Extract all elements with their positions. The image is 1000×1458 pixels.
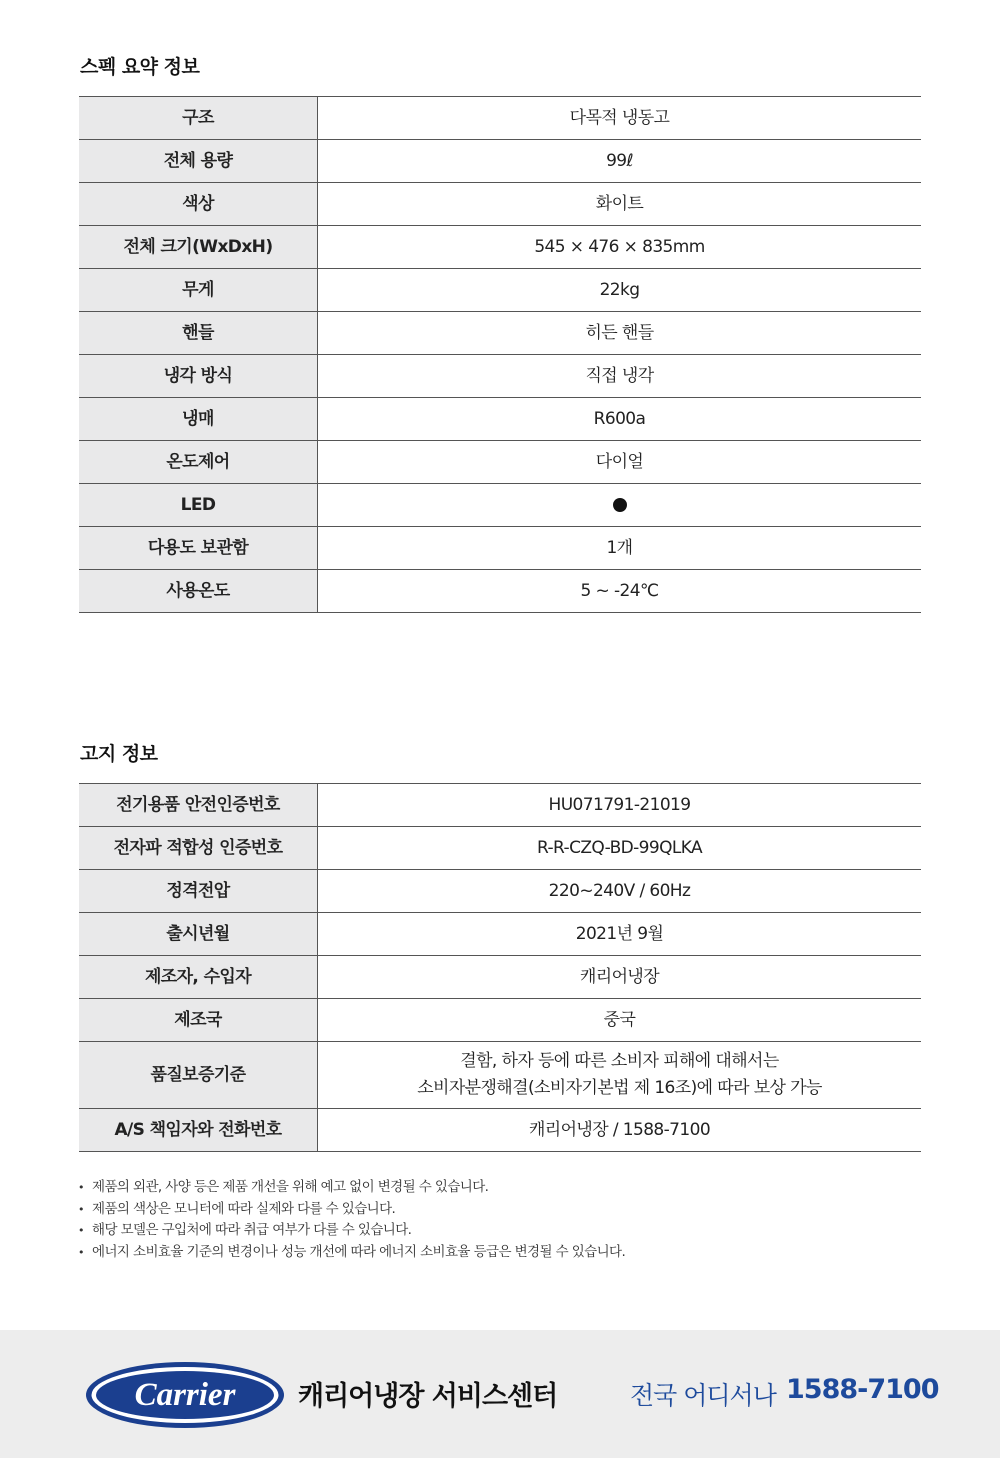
spec-label: 핸들 <box>79 312 318 355</box>
table-row <box>79 999 921 1042</box>
notice-value <box>318 1042 922 1109</box>
table-row <box>79 1109 921 1152</box>
notice-label: 출시년월 <box>79 913 318 956</box>
table-row <box>79 97 921 140</box>
notice-label: A/S 책임자와 전화번호 <box>79 1109 318 1152</box>
spec-label: 냉각 방식 <box>79 355 318 398</box>
list-item <box>78 1199 625 1221</box>
table-row <box>79 956 921 999</box>
table-row <box>79 570 921 613</box>
table-row <box>79 355 921 398</box>
logo-text: Carrier <box>134 1377 236 1413</box>
spec-table <box>79 96 921 613</box>
table-row <box>79 269 921 312</box>
spec-value: 히든 핸들 <box>318 312 922 355</box>
spec-label: 사용온도 <box>79 570 318 613</box>
spec-value: 1개 <box>318 527 922 570</box>
bullet-icon: • <box>78 1181 84 1194</box>
note-text: 해당 모델은 구입처에 따라 취급 여부가 다를 수 있습니다. <box>92 1222 412 1238</box>
service-center-footer <box>0 1330 1000 1458</box>
notice-value: 중국 <box>318 999 922 1042</box>
list-item <box>78 1220 625 1242</box>
carrier-logo <box>84 1360 286 1430</box>
spec-section-title: 스펙 요약 정보 <box>80 56 200 78</box>
notice-value: 2021년 9월 <box>318 913 922 956</box>
spec-value: 5 ~ -24℃ <box>318 570 922 613</box>
spec-label: 색상 <box>79 183 318 226</box>
list-item <box>78 1177 625 1199</box>
spec-value: 화이트 <box>318 183 922 226</box>
note-text: 에너지 소비효율 기준의 변경이나 성능 개선에 따라 에너지 소비효율 등급은 변경될 수 있습니다. <box>92 1243 626 1260</box>
table-row <box>79 140 921 183</box>
note-text: 제품의 색상은 모니터에 따라 실제와 다를 수 있습니다. <box>92 1200 396 1217</box>
spec-label: 다용도 보관함 <box>79 527 318 570</box>
bullet-icon: • <box>78 1224 84 1237</box>
service-center-name: 캐리어냉장 서비스센터 <box>298 1381 558 1412</box>
table-row <box>79 484 921 527</box>
notice-value: 캐리어냉장 / 1588-7100 <box>318 1109 922 1152</box>
spec-value: 다목적 냉동고 <box>569 107 670 128</box>
led-indicator-cell <box>318 484 922 527</box>
spec-value: 545 × 476 × 835mm <box>318 226 922 269</box>
notice-label: 품질보증기준 <box>79 1042 318 1109</box>
table-row <box>79 913 921 956</box>
spec-value: 다이얼 <box>318 441 922 484</box>
spec-value: 22kg <box>318 269 922 312</box>
spec-label: LED <box>79 484 318 527</box>
notice-value: 캐리어냉장 <box>318 956 922 999</box>
bullet-icon: • <box>78 1245 84 1259</box>
table-row <box>79 226 921 269</box>
spec-value: 직접 냉각 <box>318 355 922 398</box>
notice-table <box>79 783 921 1152</box>
table-row <box>79 183 921 226</box>
notice-label: 정격전압 <box>79 870 318 913</box>
notice-value-line: 소비자분쟁해결(소비자기본법 제 16조)에 따라 보상 가능 <box>417 1078 822 1098</box>
filled-circle-icon <box>613 498 627 512</box>
table-row <box>79 441 921 484</box>
list-item <box>78 1242 625 1264</box>
notice-label: 제조국 <box>79 999 318 1042</box>
table-row <box>79 398 921 441</box>
notice-label: 전기용품 안전인증번호 <box>79 784 318 827</box>
nationwide-label: 전국 어디서나 <box>630 1381 776 1410</box>
spec-value: 99ℓ <box>318 140 922 183</box>
table-row <box>79 870 921 913</box>
table-row <box>79 1042 921 1109</box>
spec-value: R600a <box>318 398 922 441</box>
notice-label: 제조자, 수입자 <box>79 956 318 999</box>
notice-label: 전자파 적합성 인증번호 <box>79 827 318 870</box>
notice-value: R-R-CZQ-BD-99QLKA <box>318 827 922 870</box>
table-row <box>79 312 921 355</box>
spec-label: 전체 크기(WxDxH) <box>79 226 318 269</box>
disclaimer-notes <box>78 1177 625 1263</box>
table-row <box>79 527 921 570</box>
spec-label: 구조 <box>79 97 318 140</box>
spec-label: 무게 <box>79 269 318 312</box>
spec-label: 온도제어 <box>79 441 318 484</box>
table-row <box>79 827 921 870</box>
notice-value: HU071791-21019 <box>548 794 691 815</box>
bullet-icon: • <box>78 1202 84 1216</box>
table-row <box>79 784 921 827</box>
spec-label: 냉매 <box>79 398 318 441</box>
spec-label: 전체 용량 <box>79 140 318 183</box>
phone-number: 1588-7100 <box>786 1374 939 1405</box>
notice-section-title: 고지 정보 <box>80 743 158 765</box>
note-text: 제품의 외관, 사양 등은 제품 개선을 위해 예고 없이 변경될 수 있습니다. <box>92 1179 489 1195</box>
notice-value-line: 결함, 하자 등에 따른 소비자 피해에 대해서는 <box>460 1051 779 1071</box>
notice-value: 220~240V / 60Hz <box>318 870 922 913</box>
